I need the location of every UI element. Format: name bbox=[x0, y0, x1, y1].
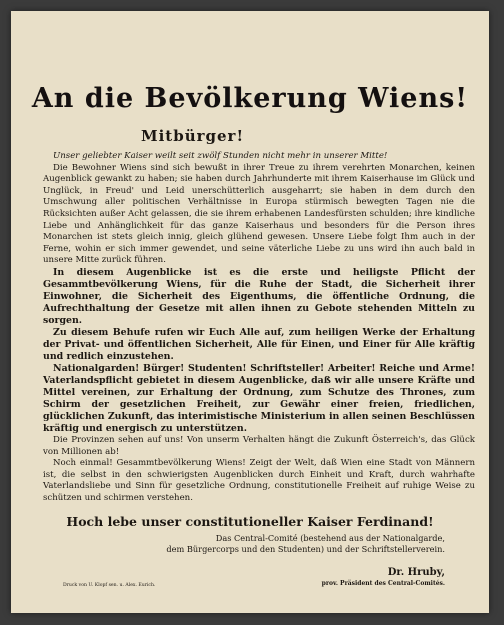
printer-imprint: Druck von U. Klopf sen. u. Alex. Eurich. bbox=[63, 583, 156, 588]
paragraph: Unser geliebter Kaiser weilt seit zwölf Stunden nicht mehr in unserer Mitte! bbox=[53, 151, 388, 161]
committee-line: dem Bürgercorps und den Studenten) und der Schriftstellerverein. bbox=[166, 544, 445, 554]
paragraph: Zu diesem Behufe rufen wir Euch Alle auf, zum heiligen Werke der Erhaltung der Privat- und öffentlichen Sicherheit, Alle für Einen, und Einer für Alle kräftig und redlich einzustehen. bbox=[43, 326, 475, 362]
signer-name: Dr. Hruby, bbox=[387, 567, 445, 578]
poster-sheet bbox=[11, 11, 489, 613]
signer-title: prov. Präsident des Central-Comités. bbox=[321, 580, 445, 587]
paragraph: Nationalgarden! Bürger! Studenten! Schriftsteller! Arbeiter! Reiche und Arme! Vaterlandspflicht gebietet in diesem Augenblicke, daß wir alle unsere Kräfte und Mittel vereinen, zur Erhaltung der Ordnung, zum Schutze des Thrones, zum Schirm der gesetzlichen Freiheit, zur Gewähr einer freien, friedlichen, glücklichen Zukunft, das interimistische Ministerium in allen seinen Beschlüssen kräftig und energisch zu unterstützen. bbox=[43, 362, 475, 434]
paragraph: Die Bewohner Wiens sind sich bewußt in ihrer Treue zu ihrem verehrten Monarchen, keinen Augenblick gewankt zu haben; sie haben durch Jahrhunderte mit ihrem Kaiserhause im Glück und Unglück, in Freud' und Leid unerschütterlich ausgeharrt; sie haben in dem durch den Umschwung aller politischen Verhältnisse in Europa stürmisch bewegten Tagen nie die Rücksichten außer Acht gelassen, die sie ihrem erhabenen Landesfürsten schulden; ihre kindliche Liebe und Anhänglichkeit für das ganze Kaiserhaus und besonders für die Person ihres Monarchen ist stets gleich innig, gleich glühend gewesen. Unsere Liebe folgt Ihm auch in der Ferne, wohin er sich immer gewendet, und seine väterliche Liebe zu uns wird ihn auch bald in unsere Mitte zurück führen. bbox=[43, 162, 475, 266]
salutation: Mitbürger! bbox=[141, 127, 245, 145]
poster-heading: An die Bevölkerung Wiens! bbox=[31, 83, 469, 114]
paragraph: Noch einmal! Gesammtbevölkerung Wiens! Zeigt der Welt, daß Wien eine Stadt von Männern ist, die selbst in den schwierigsten Augenblicken durch Einheit und Kraft, durch wahrhafte Vaterlandsliebe und Sinn für gesetzliche Ordnung, constitutionelle Freiheit auf ruhige Weise zu schützen und schirmen verstehen. bbox=[43, 458, 475, 503]
committee-signature bbox=[145, 533, 445, 555]
long-live-line: Hoch lebe unser constitutioneller Kaiser Ferdinand! bbox=[66, 514, 434, 529]
committee-line: Das Central-Comité (bestehend aus der Nationalgarde, bbox=[215, 533, 445, 543]
paragraph: In diesem Augenblicke ist es die erste und heiligste Pflicht der Gesammtbevölkerung Wiens, für die Ruhe der Stadt, die Sicherheit ihrer Einwohner, die Sicherheit des Eigenthums, die öffentliche Ordnung, die Aufrechthaltung der Gesetze mit allen ihnen zu Gebote stehenden Mitteln zu sorgen. bbox=[43, 266, 475, 326]
paragraph: Die Provinzen sehen auf uns! Von unserm Verhalten hängt die Zukunft Österreich's, das Glück von Millionen ab! bbox=[43, 434, 475, 457]
proclamation-body bbox=[43, 151, 475, 505]
